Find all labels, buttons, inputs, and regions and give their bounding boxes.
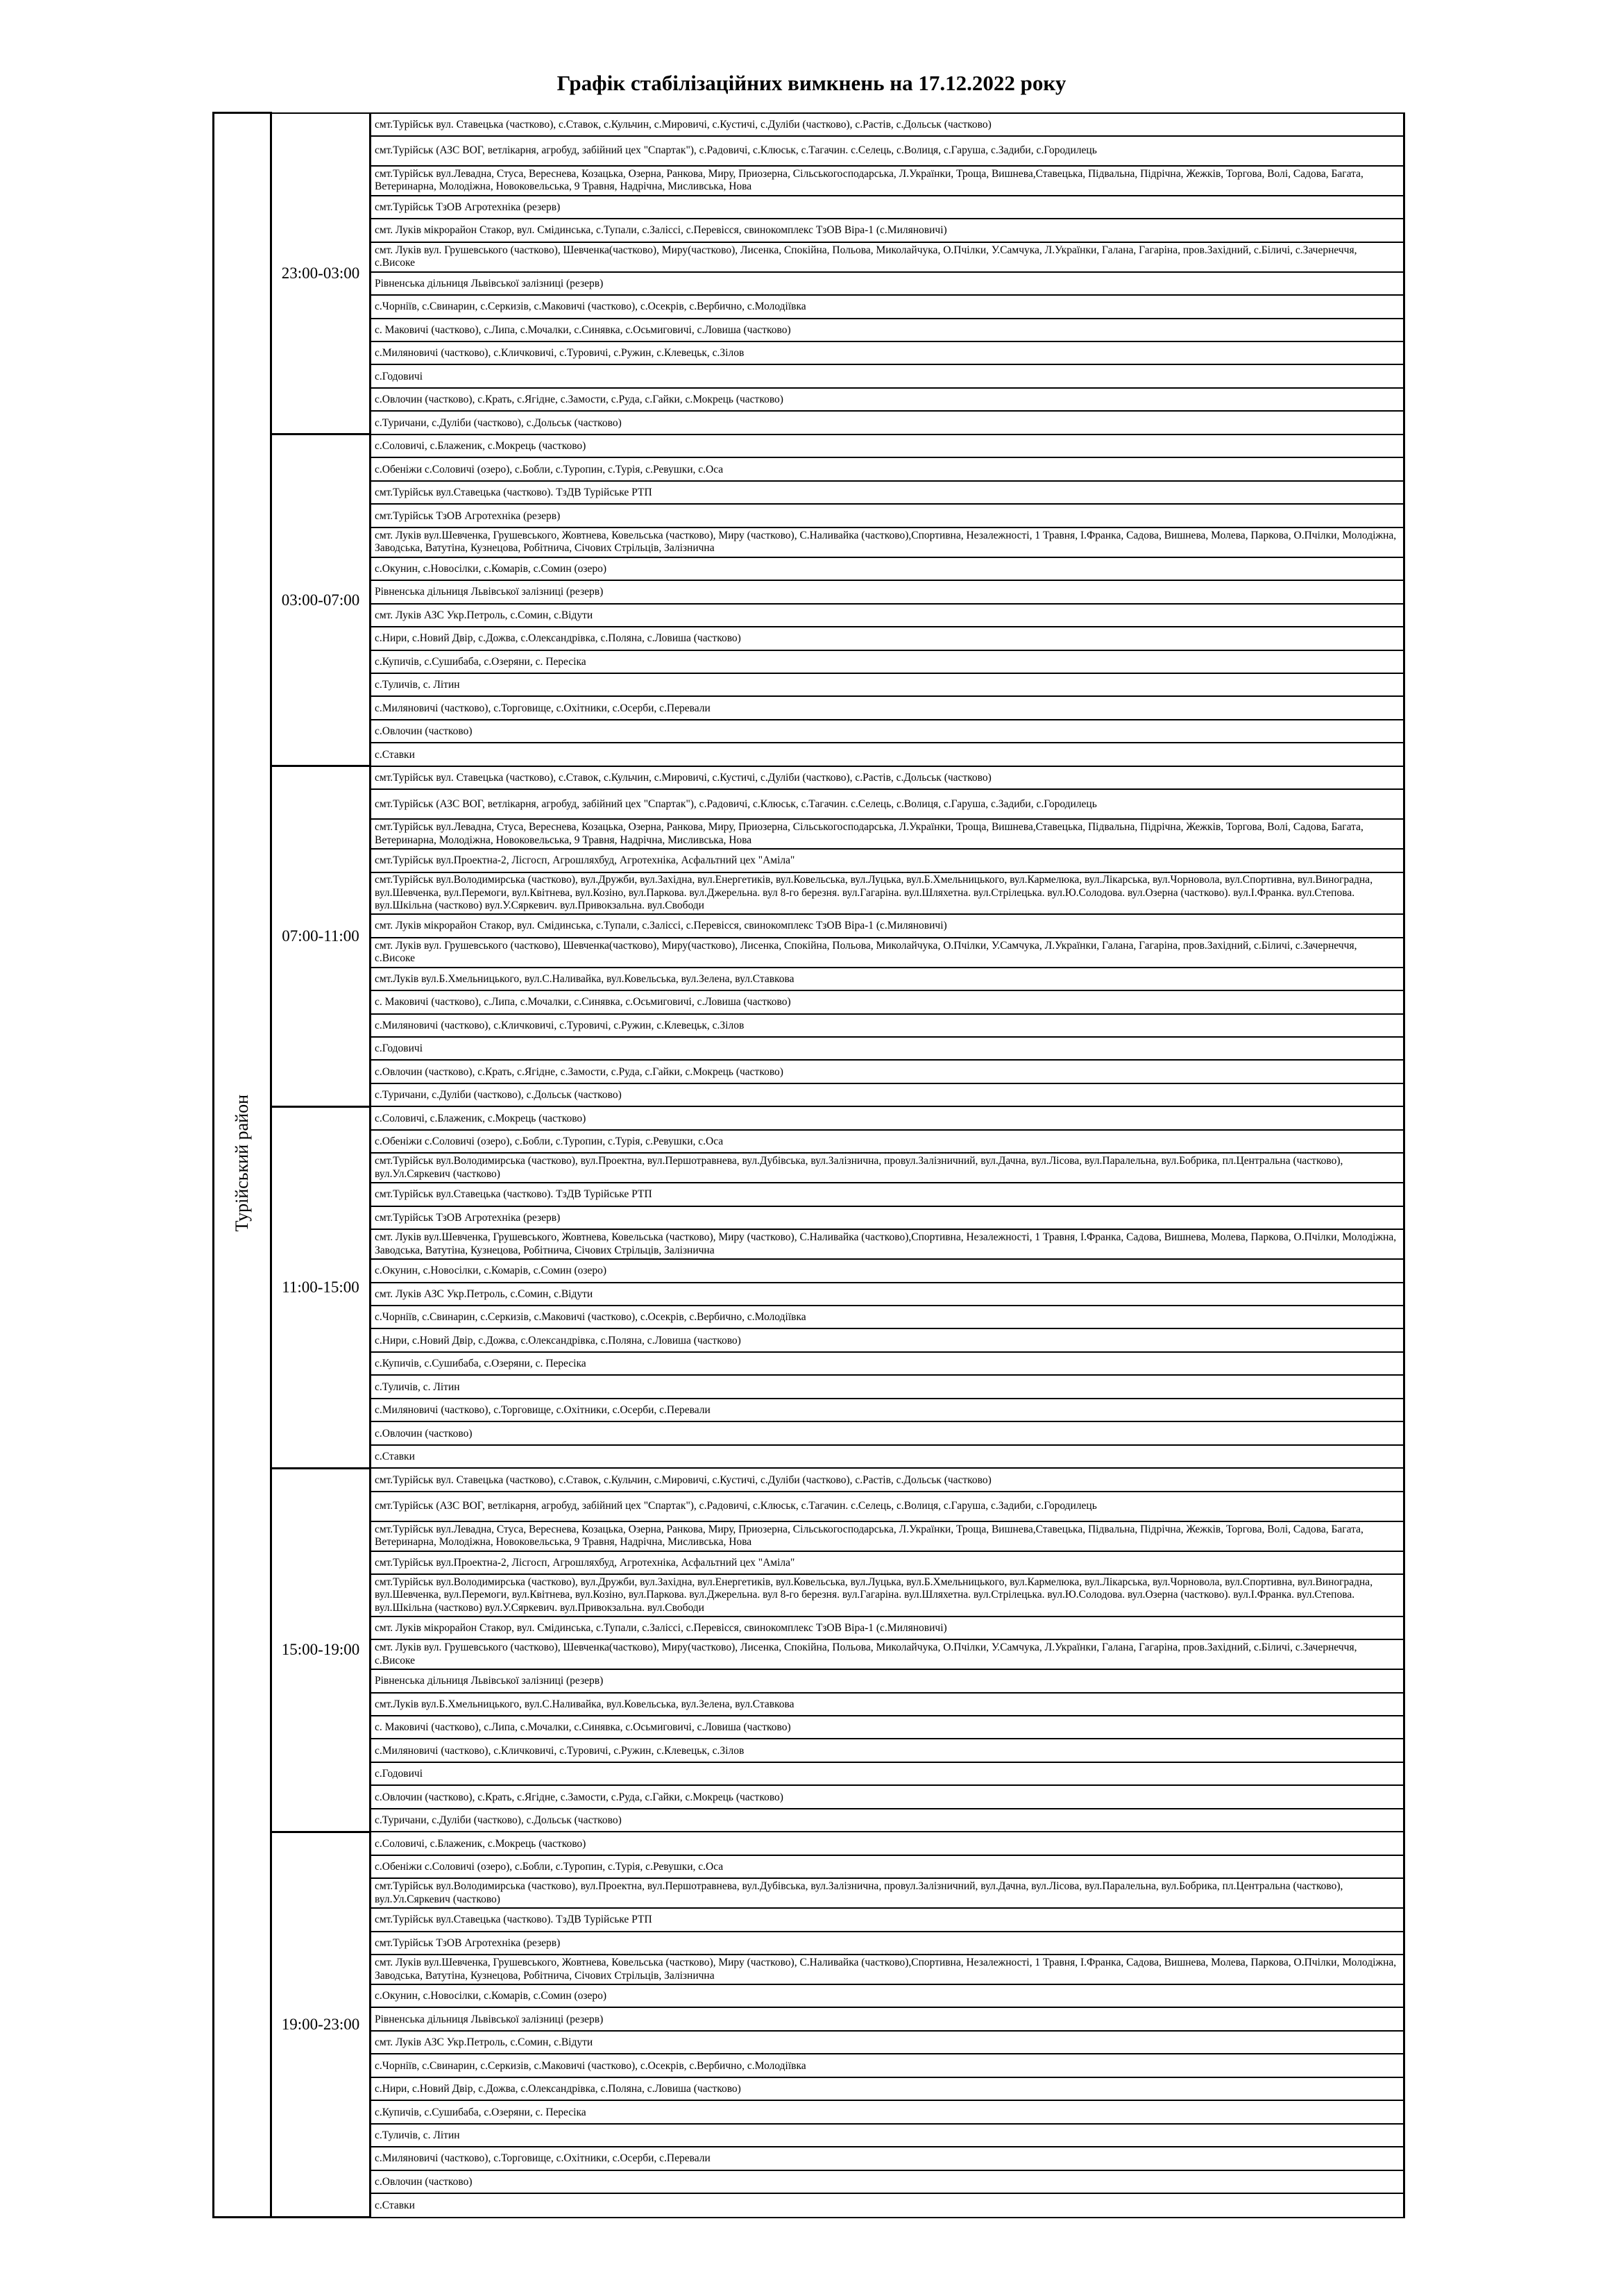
time-slot: 11:00-15:00 xyxy=(271,1106,371,1468)
schedule-row xyxy=(214,1551,1404,1574)
area-list: с.Соловичі, с.Блаженик, с.Мокрець (частково) xyxy=(371,1832,1404,1855)
schedule-row xyxy=(214,2147,1404,2170)
area-list: с.Нири, с.Новий Двір, с.Дожва, с.Олександрівка, с.Поляна, с.Ловиша (частково) xyxy=(371,1328,1404,1351)
area-list: с.Туричани, с.Дуліби (частково), с.Дольськ (частково) xyxy=(371,1083,1404,1106)
schedule-row xyxy=(214,1574,1404,1617)
area-list: смт.Турійськ вул.Проектна-2, Лісгосп, Агрошляхбуд, Агротехніка, Асфальтний цех "Аміла" xyxy=(371,849,1404,872)
schedule-row xyxy=(214,1693,1404,1716)
schedule-row xyxy=(214,1306,1404,1328)
schedule-row xyxy=(214,364,1404,387)
area-list: с.Окунин, с.Новосілки, с.Комарів, с.Сомин (озеро) xyxy=(371,1259,1404,1282)
area-list: с.Чорніїв, с.Свинарин, с.Серкизів, с.Маковичі (частково), с.Осекрів, с.Вербично, с.Молодіївка xyxy=(371,1306,1404,1328)
area-list: Рівненська дільниця Львівської залізниці (резерв) xyxy=(371,272,1404,295)
area-list: смт.Турійськ вул. Ставецька (частково), с.Ставок, с.Кульчин, с.Мировичі, с.Кустичі, с.Дуліби (частково), с.Растів, с.Дольськ (частково) xyxy=(371,766,1404,789)
schedule-row xyxy=(214,2077,1404,2100)
schedule-row xyxy=(214,1153,1404,1183)
area-list: с.Окунин, с.Новосілки, с.Комарів, с.Сомин (озеро) xyxy=(371,1984,1404,2007)
schedule-row xyxy=(214,272,1404,295)
schedule-row xyxy=(214,1375,1404,1398)
schedule-row xyxy=(214,1739,1404,1762)
area-list: смт. Луків вул.Шевченка, Грушевського, Жовтнева, Ковельська (частково), Миру (частково), С.Наливайка (частково),Спортивна, Незалежності, 1 Травня, І.Франка, Садова, Вишнева, Молева, Паркова, О.Пчілки, Молодіжна, Заводська, Ватутіна, Кузнецова, Робітнича, Січових Стрільців, Залізнична xyxy=(371,1955,1404,1984)
area-list: с.Годовичі xyxy=(371,364,1404,387)
schedule-row xyxy=(214,2193,1404,2217)
area-list: с.Купичів, с.Сушибаба, с.Озеряни, с. Пересіка xyxy=(371,2100,1404,2123)
schedule-row xyxy=(214,673,1404,696)
schedule-row xyxy=(214,1832,1404,1855)
schedule-row xyxy=(214,1984,1404,2007)
area-list: смт.Турійськ (АЗС ВОГ, ветлікарня, агробуд, забійний цех "Спартак"), с.Радовичі, с.Клюськ, с.Тагачин. с.Селець, с.Волиця, с.Гаруша, с.Задиби, с.Городилець xyxy=(371,136,1404,166)
area-list: с.Миляновичі (частково), с.Кличковичі, с.Туровичі, с.Ружин, с.Клевецьк, с.Зілов xyxy=(371,1739,1404,1762)
schedule-row xyxy=(214,872,1404,915)
area-list: с.Годовичі xyxy=(371,1037,1404,1060)
schedule-row xyxy=(214,1060,1404,1083)
area-list: смт.Турійськ вул.Левадна, Стуса, Вереснева, Козацька, Озерна, Ранкова, Миру, Приозерна, Сільськогосподарська, Л.Українки, Троща, Вишнева,Ставецька, Підвальна, Підрічна, Жежків, Торгова, Волі, Садова, Багата, Ветеринарна, Молодіжна, Новоковельська, 9 Травня, Надрічна, Мисливська, Нова xyxy=(371,1521,1404,1551)
time-slot: 19:00-23:00 xyxy=(271,1832,371,2217)
area-list: смт. Луків АЗС Укр.Петроль, с.Сомин, с.Відути xyxy=(371,604,1404,627)
schedule-row xyxy=(214,2170,1404,2193)
schedule-row xyxy=(214,1229,1404,1259)
schedule-row xyxy=(214,1421,1404,1444)
schedule-row xyxy=(214,938,1404,968)
schedule-row xyxy=(214,1183,1404,1206)
area-list: с.Чорніїв, с.Свинарин, с.Серкизів, с.Маковичі (частково), с.Осекрів, с.Вербично, с.Молодіївка xyxy=(371,2054,1404,2077)
area-list: с. Маковичі (частково), с.Липа, с.Мочалки, с.Синявка, с.Осьмиговичі, с.Ловиша (частково) xyxy=(371,990,1404,1013)
schedule-row xyxy=(214,720,1404,743)
schedule-row xyxy=(214,557,1404,580)
schedule-row xyxy=(214,295,1404,318)
district-name: Турійський район xyxy=(232,1095,252,1232)
schedule-row xyxy=(214,968,1404,990)
schedule-row xyxy=(214,2054,1404,2077)
area-list: смт.Турійськ вул. Ставецька (частково), с.Ставок, с.Кульчин, с.Мировичі, с.Кустичі, с.Дуліби (частково), с.Растів, с.Дольськ (частково) xyxy=(371,113,1404,136)
area-list: с.Миляновичі (частково), с.Торговище, с.Охітники, с.Осерби, с.Перевали xyxy=(371,2147,1404,2170)
schedule-row xyxy=(214,819,1404,849)
area-list: с.Овлочин (частково) xyxy=(371,2170,1404,2193)
schedule-row xyxy=(214,434,1404,457)
schedule-row xyxy=(214,1785,1404,1808)
area-list: смт.Турійськ вул.Ставецька (частково). ТзДВ Турійське РТП xyxy=(371,481,1404,504)
schedule-row xyxy=(214,1037,1404,1060)
time-slot: 23:00-03:00 xyxy=(271,113,371,434)
area-list: с. Маковичі (частково), с.Липа, с.Мочалки, с.Синявка, с.Осьмиговичі, с.Ловиша (частково) xyxy=(371,1716,1404,1739)
area-list: смт. Луків вул.Шевченка, Грушевського, Жовтнева, Ковельська (частково), Миру (частково), С.Наливайка (частково),Спортивна, Незалежності, 1 Травня, І.Франка, Садова, Вишнева, Молева, Паркова, О.Пчілки, Молодіжна, Заводська, Ватутіна, Кузнецова, Робітнича, Січових Стрільців, Залізнична xyxy=(371,527,1404,557)
schedule-row xyxy=(214,411,1404,434)
schedule-row xyxy=(214,1492,1404,1521)
schedule-row xyxy=(214,580,1404,603)
area-list: смт.Турійськ ТзОВ Агротехніка (резерв) xyxy=(371,196,1404,219)
district-cell xyxy=(214,113,271,2218)
area-list: с.Овлочин (частково) xyxy=(371,1421,1404,1444)
area-list: смт. Луків АЗС Укр.Петроль, с.Сомин, с.Відути xyxy=(371,1283,1404,1306)
schedule-row xyxy=(214,1328,1404,1351)
area-list: смт.Турійськ ТзОВ Агротехніка (резерв) xyxy=(371,504,1404,527)
area-list: смт.Турійськ вул.Левадна, Стуса, Вереснева, Козацька, Озерна, Ранкова, Миру, Приозерна, Сільськогосподарська, Л.Українки, Троща, Вишнева,Ставецька, Підвальна, Підрічна, Жежків, Торгова, Волі, Садова, Багата, Ветеринарна, Молодіжна, Новоковельська, 9 Травня, Надрічна, Мисливська, Нова xyxy=(371,819,1404,849)
area-list: с.Ставки xyxy=(371,2193,1404,2217)
area-list: смт. Луків мікрорайон Стакор, вул. Смідинська, с.Тупали, с.Заліссі, с.Перевісся, свинокомплекс ТзОВ Віра-1 (с.Миляновичі) xyxy=(371,1617,1404,1639)
area-list: смт.Турійськ вул.Ставецька (частково). ТзДВ Турійське РТП xyxy=(371,1908,1404,1931)
schedule-row xyxy=(214,1878,1404,1908)
area-list: с.Окунин, с.Новосілки, с.Комарів, с.Сомин (озеро) xyxy=(371,557,1404,580)
schedule-row xyxy=(214,849,1404,872)
area-list: с.Миляновичі (частково), с.Кличковичі, с.Туровичі, с.Ружин, с.Клевецьк, с.Зілов xyxy=(371,341,1404,364)
area-list: смт. Луків вул. Грушевського (частково), Шевченка(частково), Миру(частково), Лисенка, Спокійна, Польова, Миколайчука, О.Пчілки, У.Самчука, Л.Українки, Галана, Гагаріна, пров.Західний, с.Біличі, с.Зачернеччя, с.Високе xyxy=(371,242,1404,272)
schedule-row xyxy=(214,914,1404,937)
schedule-row xyxy=(214,743,1404,766)
area-list: с.Купичів, с.Сушибаба, с.Озеряни, с. Пересіка xyxy=(371,1352,1404,1375)
schedule-row xyxy=(214,1445,1404,1468)
schedule-row xyxy=(214,2007,1404,2030)
area-list: с.Купичів, с.Сушибаба, с.Озеряни, с. Пересіка xyxy=(371,650,1404,673)
schedule-row xyxy=(214,2124,1404,2147)
time-slot: 15:00-19:00 xyxy=(271,1468,371,1832)
area-list: Рівненська дільниця Львівської залізниці (резерв) xyxy=(371,580,1404,603)
schedule-row xyxy=(214,1639,1404,1669)
schedule-row xyxy=(214,766,1404,789)
schedule-row xyxy=(214,1809,1404,1832)
schedule-row xyxy=(214,1283,1404,1306)
area-list: смт.Турійськ (АЗС ВОГ, ветлікарня, агробуд, забійний цех "Спартак"), с.Радовичі, с.Клюськ, с.Тагачин. с.Селець, с.Волиця, с.Гаруша, с.Задиби, с.Городилець xyxy=(371,1492,1404,1521)
schedule-row xyxy=(214,457,1404,480)
schedule-row xyxy=(214,1908,1404,1931)
area-list: с.Чорніїв, с.Свинарин, с.Серкизів, с.Маковичі (частково), с.Осекрів, с.Вербично, с.Молодіївка xyxy=(371,295,1404,318)
area-list: с.Обеніжи с.Соловичі (озеро), с.Бобли, с.Туропин, с.Турія, с.Ревушки, с.Оса xyxy=(371,1130,1404,1153)
area-list: Рівненська дільниця Львівської залізниці (резерв) xyxy=(371,2007,1404,2030)
schedule-row xyxy=(214,627,1404,650)
area-list: с.Годовичі xyxy=(371,1762,1404,1785)
area-list: смт.Турійськ вул.Володимирська (частково), вул.Проектна, вул.Першотравнева, вул.Дубівська, вул.Залізнична, провул.Залізничний, вул.Дачна, вул.Лісова, вул.Паралельна, вул.Бобрика, пл.Центральна (частково), вул.Ул.Сяркевич (частково) xyxy=(371,1878,1404,1908)
schedule-row xyxy=(214,1399,1404,1421)
area-list: Рівненська дільниця Львівської залізниці (резерв) xyxy=(371,1669,1404,1692)
area-list: с.Туричани, с.Дуліби (частково), с.Дольськ (частково) xyxy=(371,411,1404,434)
area-list: с.Овлочин (частково), с.Крать, с.Ягідне, с.Замости, с.Руда, с.Гайки, с.Мокрець (частково) xyxy=(371,1785,1404,1808)
time-slot: 03:00-07:00 xyxy=(271,434,371,766)
schedule-row xyxy=(214,2031,1404,2054)
area-list: смт. Луків АЗС Укр.Петроль, с.Сомин, с.Відути xyxy=(371,2031,1404,2054)
time-slot: 07:00-11:00 xyxy=(271,766,371,1107)
schedule-row xyxy=(214,1855,1404,1878)
area-list: с.Миляновичі (частково), с.Торговище, с.Охітники, с.Осерби, с.Перевали xyxy=(371,1399,1404,1421)
area-list: смт.Турійськ вул.Левадна, Стуса, Вереснева, Козацька, Озерна, Ранкова, Миру, Приозерна, Сільськогосподарська, Л.Українки, Троща, Вишнева,Ставецька, Підвальна, Підрічна, Жежків, Торгова, Волі, Садова, Багата, Ветеринарна, Молодіжна, Новоковельська, 9 Травня, Надрічна, Мисливська, Нова xyxy=(371,166,1404,196)
area-list: с.Туличів, с. Літин xyxy=(371,673,1404,696)
area-list: с.Обеніжи с.Соловичі (озеро), с.Бобли, с.Туропин, с.Турія, с.Ревушки, с.Оса xyxy=(371,1855,1404,1878)
schedule-row xyxy=(214,1014,1404,1037)
area-list: с.Ставки xyxy=(371,1445,1404,1468)
area-list: с.Туличів, с. Літин xyxy=(371,1375,1404,1398)
area-list: с.Туличів, с. Літин xyxy=(371,2124,1404,2147)
schedule-row xyxy=(214,504,1404,527)
area-list: с. Маковичі (частково), с.Липа, с.Мочалки, с.Синявка, с.Осьмиговичі, с.Ловиша (частково) xyxy=(371,319,1404,341)
area-list: смт. Луків мікрорайон Стакор, вул. Смідинська, с.Тупали, с.Заліссі, с.Перевісся, свинокомплекс ТзОВ Віра-1 (с.Миляновичі) xyxy=(371,914,1404,937)
page-title: Графік стабілізаційних вимкнень на 17.12.2022 року xyxy=(556,71,1067,95)
area-list: смт. Луків мікрорайон Стакор, вул. Смідинська, с.Тупали, с.Заліссі, с.Перевісся, свинокомплекс ТзОВ Віра-1 (с.Миляновичі) xyxy=(371,219,1404,242)
area-list: с.Ставки xyxy=(371,743,1404,766)
area-list: смт. Луків вул. Грушевського (частково), Шевченка(частково), Миру(частково), Лисенка, Спокійна, Польова, Миколайчука, О.Пчілки, У.Самчука, Л.Українки, Галана, Гагаріна, пров.Західний, с.Біличі, с.Зачернеччя, с.Високе xyxy=(371,1639,1404,1669)
schedule-row xyxy=(214,1259,1404,1282)
outage-schedule-table xyxy=(212,112,1405,2218)
area-list: с.Овлочин (частково) xyxy=(371,720,1404,743)
schedule-row xyxy=(214,1468,1404,1491)
schedule-row xyxy=(214,1955,1404,1984)
schedule-row xyxy=(214,242,1404,272)
schedule-row xyxy=(214,1352,1404,1375)
schedule-row xyxy=(214,196,1404,219)
area-list: смт.Турійськ (АЗС ВОГ, ветлікарня, агробуд, забійний цех "Спартак"), с.Радовичі, с.Клюськ, с.Тагачин. с.Селець, с.Волиця, с.Гаруша, с.Задиби, с.Городилець xyxy=(371,789,1404,819)
schedule-row xyxy=(214,1206,1404,1229)
area-list: смт.Турійськ вул.Проектна-2, Лісгосп, Агрошляхбуд, Агротехніка, Асфальтний цех "Аміла" xyxy=(371,1551,1404,1574)
schedule-row xyxy=(214,1932,1404,1955)
area-list: с.Соловичі, с.Блаженик, с.Мокрець (частково) xyxy=(371,434,1404,457)
schedule-row xyxy=(214,341,1404,364)
schedule-row xyxy=(214,319,1404,341)
area-list: с.Миляновичі (частково), с.Кличковичі, с.Туровичі, с.Ружин, с.Клевецьк, с.Зілов xyxy=(371,1014,1404,1037)
area-list: смт.Турійськ вул.Володимирська (частково), вул.Дружби, вул.Західна, вул.Енергетиків, вул.Ковельська, вул.Луцька, вул.Б.Хмельницького, вул.Кармелюка, вул.Лікарська, вул.Чорновола, вул.Спортивна, вул.Виноградна, вул.Шевченка, вул.Перемоги, вул.Квітнева, вул.Козіно, вул.Паркова. вул.Джерельна. вул 8-го березня. вул.Гагаріна. вул.Шляхетна. вул.Стрілецька. вул.Ю.Солодова. вул.Озерна (частково). вул.І.Франка. вул.Степова. вул.Шкільна (частково) вул.У.Сяркевич. вул.Привокзальна. вул.Свободи xyxy=(371,872,1404,915)
area-list: смт.Турійськ вул.Ставецька (частково). ТзДВ Турійське РТП xyxy=(371,1183,1404,1206)
area-list: с.Миляновичі (частково), с.Торговище, с.Охітники, с.Осерби, с.Перевали xyxy=(371,696,1404,719)
schedule-row xyxy=(214,1716,1404,1739)
schedule-row xyxy=(214,1762,1404,1785)
schedule-row xyxy=(214,990,1404,1013)
schedule-row xyxy=(214,789,1404,819)
area-list: смт.Турійськ вул.Володимирська (частково), вул.Проектна, вул.Першотравнева, вул.Дубівська, вул.Залізнична, провул.Залізничний, вул.Дачна, вул.Лісова, вул.Паралельна, вул.Бобрика, пл.Центральна (частково), вул.Ул.Сяркевич (частково) xyxy=(371,1153,1404,1183)
area-list: с.Нири, с.Новий Двір, с.Дожва, с.Олександрівка, с.Поляна, с.Ловиша (частково) xyxy=(371,2077,1404,2100)
area-list: смт. Луків вул.Шевченка, Грушевського, Жовтнева, Ковельська (частково), Миру (частково), С.Наливайка (частково),Спортивна, Незалежності, 1 Травня, І.Франка, Садова, Вишнева, Молева, Паркова, О.Пчілки, Молодіжна, Заводська, Ватутіна, Кузнецова, Робітнича, Січових Стрільців, Залізнична xyxy=(371,1229,1404,1259)
area-list: смт. Луків вул. Грушевського (частково), Шевченка(частково), Миру(частково), Лисенка, Спокійна, Польова, Миколайчука, О.Пчілки, У.Самчука, Л.Українки, Галана, Гагаріна, пров.Західний, с.Біличі, с.Зачернеччя, с.Високе xyxy=(371,938,1404,968)
schedule-row xyxy=(214,1083,1404,1106)
schedule-row xyxy=(214,481,1404,504)
schedule-row xyxy=(214,696,1404,719)
schedule-row xyxy=(214,1521,1404,1551)
area-list: смт.Турійськ вул. Ставецька (частково), с.Ставок, с.Кульчин, с.Мировичі, с.Кустичі, с.Дуліби (частково), с.Растів, с.Дольськ (частково) xyxy=(371,1468,1404,1491)
schedule-row xyxy=(214,388,1404,411)
schedule-row xyxy=(214,650,1404,673)
schedule-row xyxy=(214,136,1404,166)
schedule-row xyxy=(214,1130,1404,1153)
area-list: смт.Луків вул.Б.Хмельницького, вул.С.Наливайка, вул.Ковельська, вул.Зелена, вул.Ставкова xyxy=(371,968,1404,990)
schedule-row xyxy=(214,166,1404,196)
schedule-row xyxy=(214,113,1404,136)
area-list: с.Овлочин (частково), с.Крать, с.Ягідне, с.Замости, с.Руда, с.Гайки, с.Мокрець (частково) xyxy=(371,388,1404,411)
schedule-row xyxy=(214,604,1404,627)
schedule-row xyxy=(214,1669,1404,1692)
area-list: с.Туричани, с.Дуліби (частково), с.Дольськ (частково) xyxy=(371,1809,1404,1832)
schedule-row xyxy=(214,1106,1404,1129)
area-list: смт.Турійськ ТзОВ Агротехніка (резерв) xyxy=(371,1206,1404,1229)
schedule-row xyxy=(214,2100,1404,2123)
schedule-row xyxy=(214,1617,1404,1639)
area-list: смт.Турійськ ТзОВ Агротехніка (резерв) xyxy=(371,1932,1404,1955)
area-list: с.Овлочин (частково), с.Крать, с.Ягідне, с.Замости, с.Руда, с.Гайки, с.Мокрець (частково) xyxy=(371,1060,1404,1083)
area-list: с.Нири, с.Новий Двір, с.Дожва, с.Олександрівка, с.Поляна, с.Ловиша (частково) xyxy=(371,627,1404,650)
area-list: с.Обеніжи с.Соловичі (озеро), с.Бобли, с.Туропин, с.Турія, с.Ревушки, с.Оса xyxy=(371,457,1404,480)
area-list: смт.Луків вул.Б.Хмельницького, вул.С.Наливайка, вул.Ковельська, вул.Зелена, вул.Ставкова xyxy=(371,1693,1404,1716)
area-list: с.Соловичі, с.Блаженик, с.Мокрець (частково) xyxy=(371,1106,1404,1129)
schedule-row xyxy=(214,219,1404,242)
schedule-row xyxy=(214,527,1404,557)
area-list: смт.Турійськ вул.Володимирська (частково), вул.Дружби, вул.Західна, вул.Енергетиків, вул.Ковельська, вул.Луцька, вул.Б.Хмельницького, вул.Кармелюка, вул.Лікарська, вул.Чорновола, вул.Спортивна, вул.Виноградна, вул.Шевченка, вул.Перемоги, вул.Квітнева, вул.Козіно, вул.Паркова. вул.Джерельна. вул 8-го березня. вул.Гагаріна. вул.Шляхетна. вул.Стрілецька. вул.Ю.Солодова. вул.Озерна (частково). вул.І.Франка. вул.Степова. вул.Шкільна (частково) вул.У.Сяркевич. вул.Привокзальна. вул.Свободи xyxy=(371,1574,1404,1617)
